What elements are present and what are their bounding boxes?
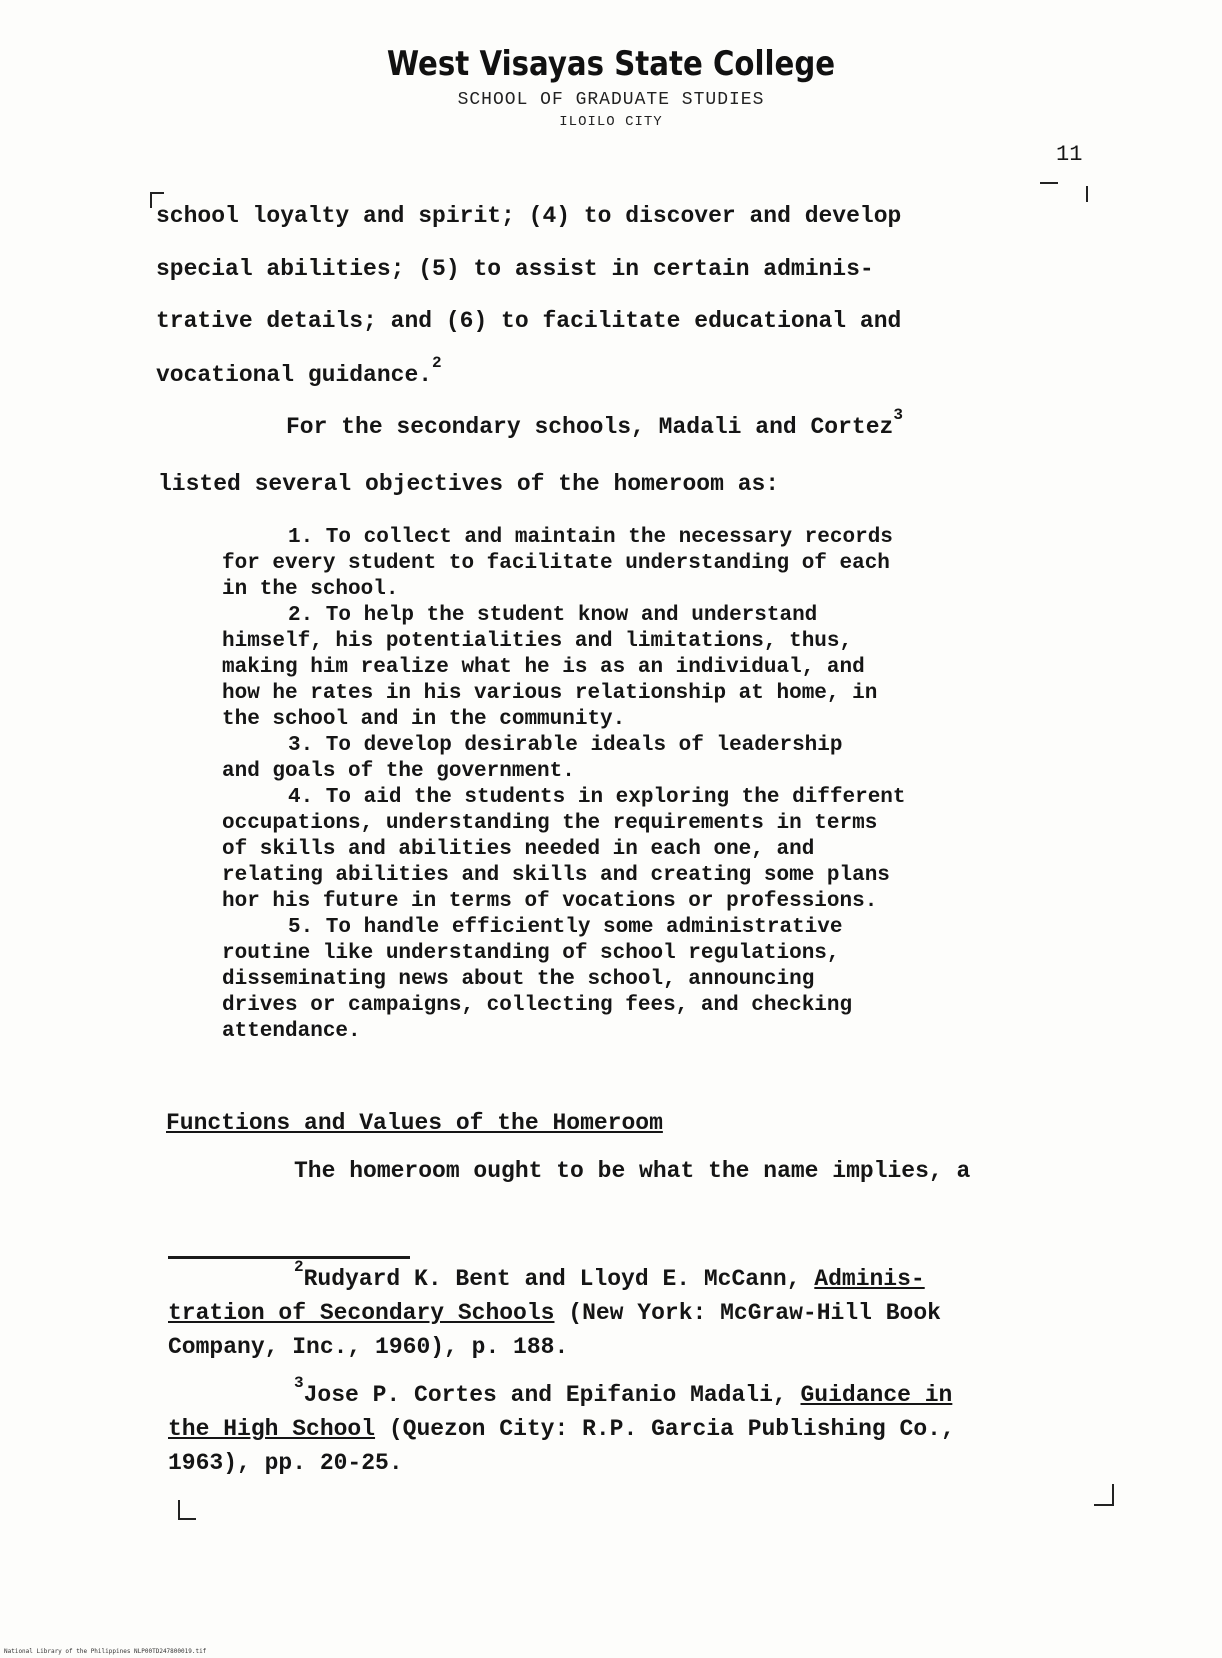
- crop-mark-bottom-right-h: [1094, 1504, 1114, 1506]
- footnote-rule: [168, 1256, 410, 1259]
- footnote-3-line-1: [294, 1374, 953, 1408]
- list-line: making him realize what he is as an individual, and: [222, 656, 865, 679]
- footnote-2-line-2: [168, 1300, 941, 1326]
- para2-line-2: listed several objectives of the homeroom as:: [158, 471, 780, 497]
- crop-mark-bottom-left-h: [178, 1518, 196, 1520]
- footnote-2-marker: 2: [294, 1258, 304, 1276]
- list-line: 1. To collect and maintain the necessary records: [288, 526, 893, 549]
- footnote-ref-2: 2: [432, 354, 442, 372]
- para1-line-2: special abilities; (5) to assist in certain adminis-: [156, 256, 874, 282]
- list-line: relating abilities and skills and creating some plans: [222, 864, 890, 887]
- list-line: in the school.: [222, 578, 399, 601]
- footnote-3-title-part2: the High School: [168, 1416, 376, 1442]
- list-line: 5. To handle efficiently some administrative: [288, 916, 843, 939]
- list-line: occupations, understanding the requirements in terms: [222, 812, 878, 835]
- city-name: ILOILO CITY: [559, 114, 663, 130]
- crop-mark-bottom-left: [178, 1500, 180, 1520]
- footnote-2-line-3: Company, Inc., 1960), p. 188.: [168, 1334, 569, 1360]
- list-line: how he rates in his various relationship at home, in: [222, 682, 878, 705]
- list-line: 3. To develop desirable ideals of leadership: [288, 734, 843, 757]
- para3-line-1: The homeroom ought to be what the name implies, a: [294, 1158, 971, 1184]
- footnote-3-marker: 3: [294, 1374, 304, 1392]
- list-line: drives or campaigns, collecting fees, and checking: [222, 994, 853, 1017]
- footnote-2-publisher: (New York: McGraw-Hill Book: [554, 1300, 941, 1326]
- list-line: himself, his potentialities and limitations, thus,: [222, 630, 853, 653]
- scan-credit: National Library of the Philippines NLP00TD247800019.tif: [4, 1648, 207, 1655]
- footnote-3-line-3: 1963), pp. 20-25.: [168, 1450, 403, 1476]
- para1-line-1: school loyalty and spirit; (4) to discover and develop: [156, 203, 902, 229]
- footnote-3-title-part1: Guidance in: [800, 1382, 953, 1408]
- footnote-2-line-1: [294, 1258, 925, 1292]
- crop-mark-top-right: [1040, 182, 1058, 184]
- list-line: and goals of the government.: [222, 760, 575, 783]
- footnote-3-publisher: (Quezon City: R.P. Garcia Publishing Co.,: [375, 1416, 955, 1442]
- crop-mark-top-left-h: [150, 192, 164, 194]
- crop-mark-top-left: [150, 192, 152, 208]
- para2-line-1-text: For the secondary schools, Madali and Cortez: [286, 414, 894, 440]
- section-heading: Functions and Values of the Homeroom: [166, 1110, 663, 1136]
- institution-title: West Visayas State College: [386, 44, 836, 84]
- list-line: disseminating news about the school, announcing: [222, 968, 815, 991]
- para2-line-1: [286, 406, 903, 440]
- crop-mark-top-right-v: [1086, 186, 1088, 202]
- list-line: 2. To help the student know and understand: [288, 604, 818, 627]
- list-line: for every student to facilitate understanding of each: [222, 552, 890, 575]
- list-line: of skills and abilities needed in each one, and: [222, 838, 815, 861]
- list-line: attendance.: [222, 1020, 361, 1043]
- footnote-2-title-part2: tration of Secondary Schools: [168, 1300, 555, 1326]
- footnote-3-line-2: [168, 1416, 955, 1442]
- footnote-2-title-part1: Adminis-: [814, 1266, 925, 1292]
- list-line: 4. To aid the students in exploring the different: [288, 786, 906, 809]
- crop-mark-bottom-right: [1112, 1484, 1114, 1506]
- list-line: hor his future in terms of vocations or professions.: [222, 890, 878, 913]
- footnote-ref-3: 3: [893, 406, 903, 424]
- school-name: SCHOOL OF GRADUATE STUDIES: [457, 90, 765, 110]
- list-line: the school and in the community.: [222, 708, 626, 731]
- para1-line-4: [156, 354, 442, 388]
- footnote-3-author: Jose P. Cortes and Epifanio Madali,: [303, 1382, 801, 1408]
- para1-line-3: trative details; and (6) to facilitate educational and: [156, 308, 902, 334]
- footnote-2-author: Rudyard K. Bent and Lloyd E. McCann,: [303, 1266, 815, 1292]
- page-number: 11: [1056, 142, 1083, 167]
- list-line: routine like understanding of school regulations,: [222, 942, 840, 965]
- para1-line-4-text: vocational guidance.: [156, 362, 433, 388]
